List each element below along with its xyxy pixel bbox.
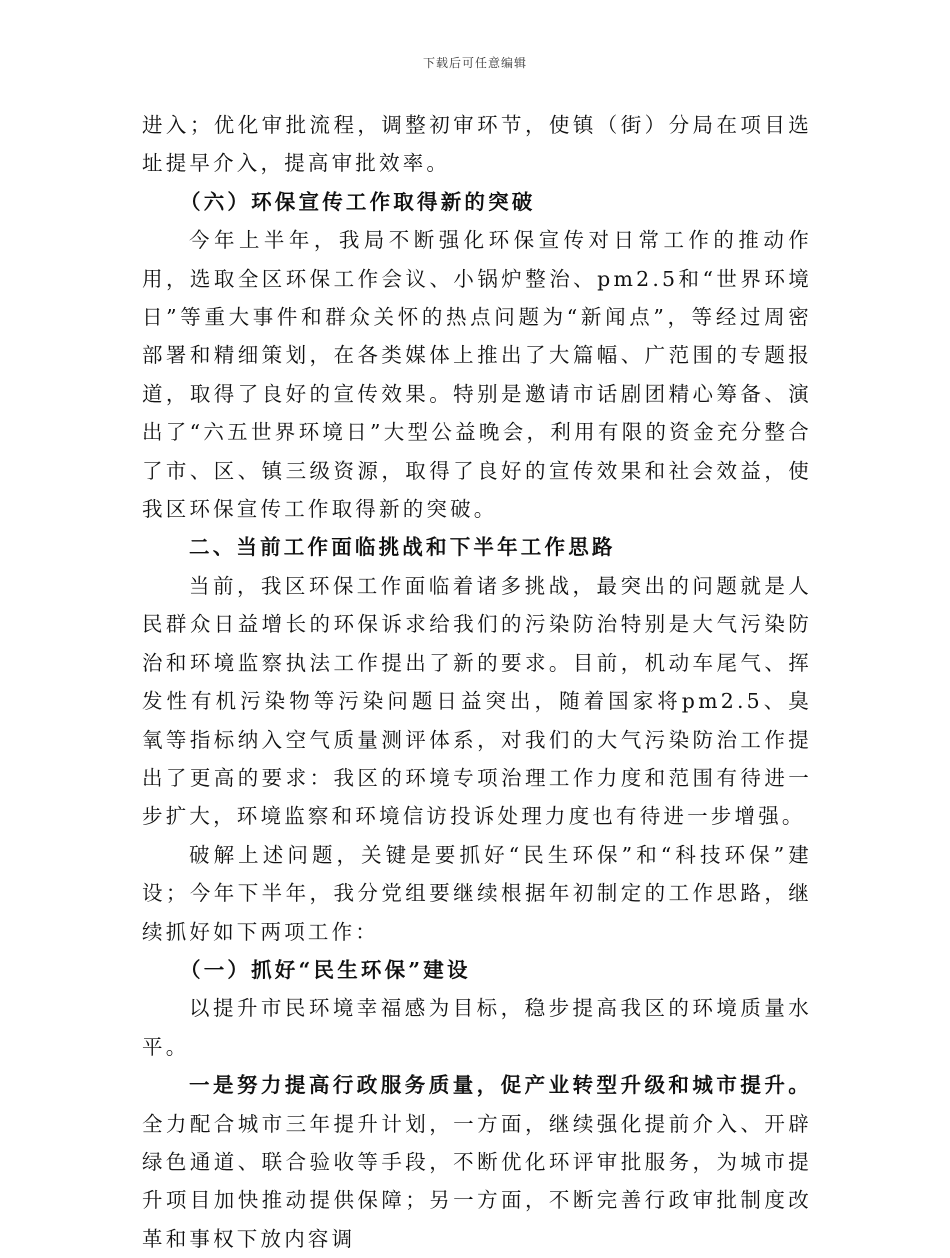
page-header: 下载后可任意编辑: [422, 56, 527, 70]
paragraph-goal: 以提升市民环境幸福感为目标，稳步提高我区的环境质量水平。: [142, 996, 812, 1059]
paragraph-approval-process: 进入；优化审批流程，调整初审环节，使镇（街）分局在项目选址提早介入，提高审批效率。: [142, 113, 812, 176]
paragraph-admin-service: [142, 1066, 812, 1258]
paragraph-lead-bold: 一是努力提高行政服务质量，促产业转型升级和城市提升。: [189, 1073, 812, 1098]
paragraph-challenges: 当前，我区环保工作面临着诸多挑战，最突出的问题就是人民群众日益增长的环保诉求给我们的污染防治特别是大气污染防治和环境监察执法工作提出了新的要求。目前，机动车尾气、挥发性有机污染物等污染问题日益突出，随着国家将pm2.5、臭氧等指标纳入空气质量测评体系，对我们的大气污染防治工作提出了更高的要求：我区的环境专项治理工作力度和范围有待进一步扩大，环境监察和环境信访投诉处理力度也有待进一步增强。: [142, 573, 812, 829]
document-body: [142, 106, 812, 1258]
heading-publicity-breakthrough: （六）环保宣传工作取得新的突破: [180, 189, 536, 214]
paragraph-solution: 破解上述问题，关键是要抓好“民生环保”和“科技环保”建设；今年下半年，我分党组要继续根据年初制定的工作思路，继续抓好如下两项工作：: [142, 842, 812, 944]
paragraph-lead-rest: 全力配合城市三年提升计划，一方面，继续强化提前介入、开辟绿色通道、联合验收等手段，不断优化环评审批服务，为城市提升项目加快推动提供保障；另一方面，不断完善行政审批制度改革和事权下放内容调: [142, 1111, 812, 1251]
heading-livelihood-env: （一）抓好“民生环保”建设: [180, 957, 471, 982]
paragraph-publicity: 今年上半年，我局不断强化环保宣传对日常工作的推动作用，选取全区环保工作会议、小锅炉整治、pm2.5和“世界环境日”等重大事件和群众关怀的热点问题为“新闻点”，等经过周密部署和精细策划，在各类媒体上推出了大篇幅、广范围的专题报道，取得了良好的宣传效果。特别是邀请市话剧团精心筹备、演出了“六五世界环境日”大型公益晚会，利用有限的资金充分整合了市、区、镇三级资源，取得了良好的宣传效果和社会效益，使我区环保宣传工作取得新的突破。: [142, 228, 812, 522]
heading-challenges: 二、当前工作面临挑战和下半年工作思路: [189, 535, 616, 560]
